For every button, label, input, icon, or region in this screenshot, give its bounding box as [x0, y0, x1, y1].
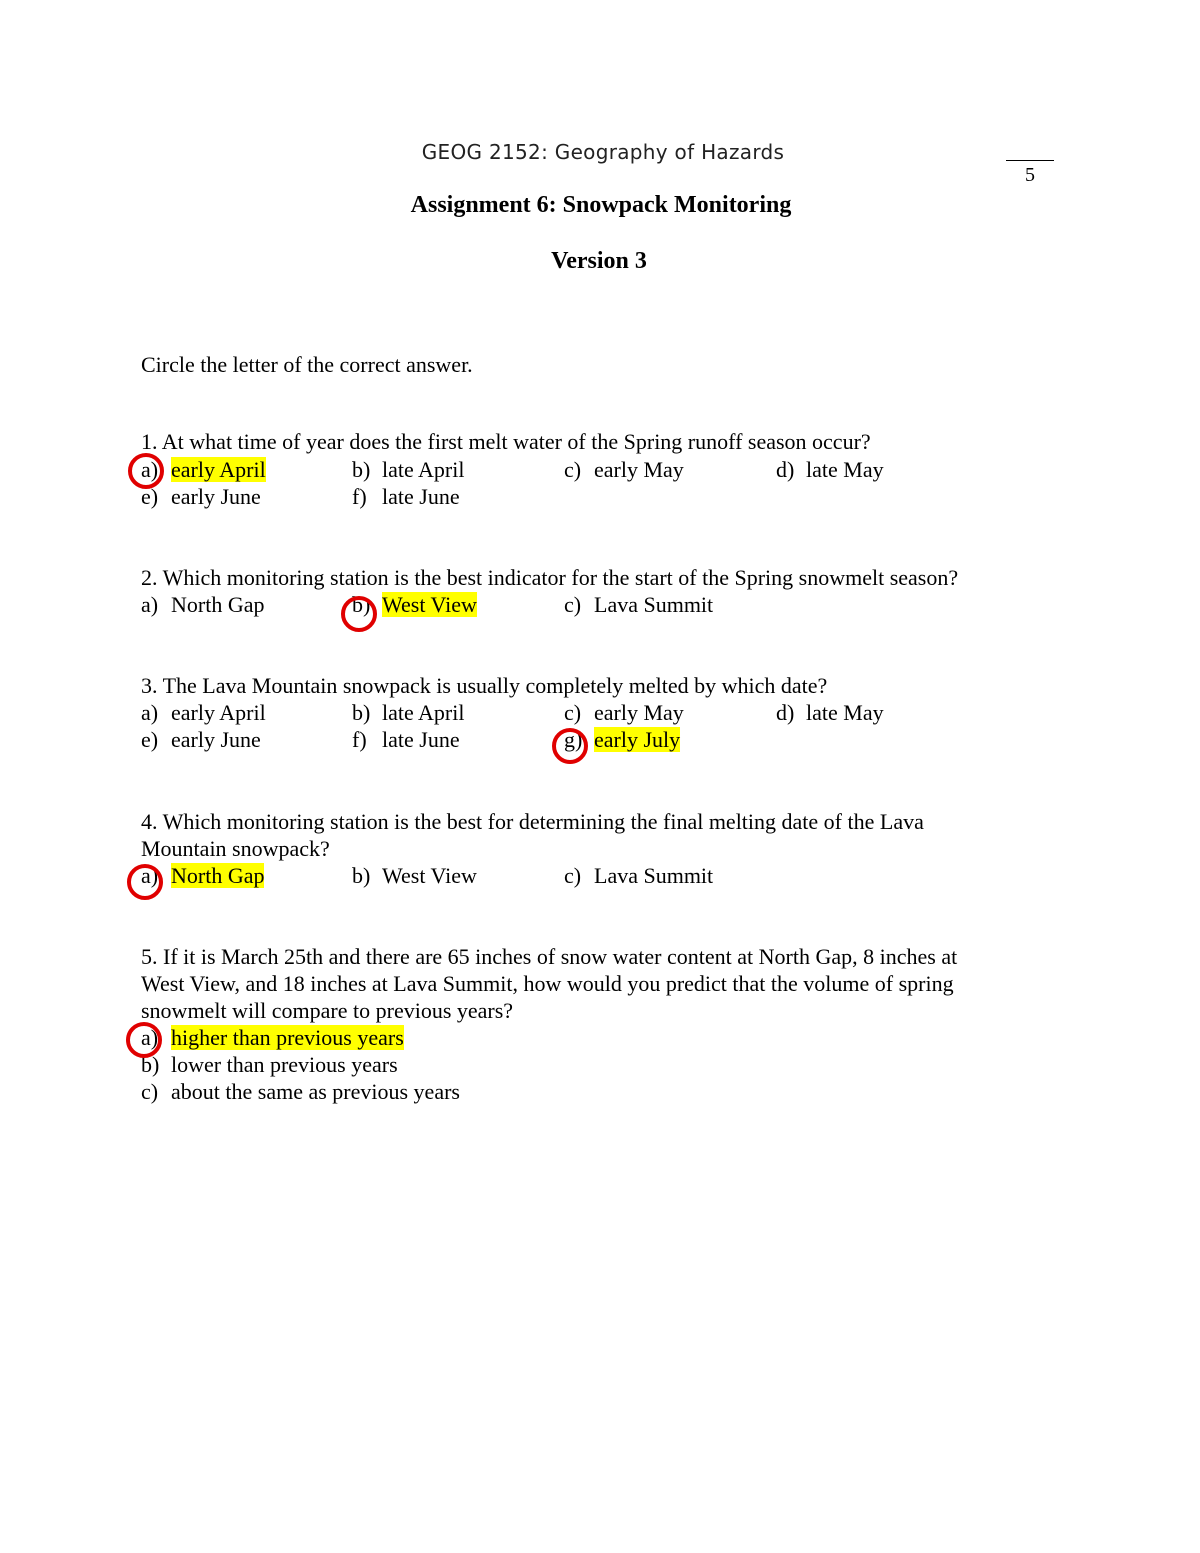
answer-circle — [341, 596, 377, 632]
option-text: early June — [171, 484, 261, 509]
q1-option-d[interactable] — [776, 457, 884, 483]
option-letter: c) — [564, 863, 582, 888]
option-text: Lava Summit — [594, 592, 714, 617]
option-letter: e) — [141, 484, 159, 509]
q1-option-b[interactable] — [352, 457, 464, 483]
option-text: late May — [806, 457, 884, 482]
option-text: North Gap — [171, 863, 265, 888]
option-text: Lava Summit — [594, 863, 714, 888]
answer-circle — [126, 1022, 162, 1058]
option-letter: c) — [564, 457, 582, 482]
q4-option-b[interactable] — [352, 863, 477, 889]
q5-option-b[interactable] — [141, 1052, 398, 1078]
option-letter: b) — [352, 592, 371, 617]
version-label: Version 3 — [551, 248, 647, 274]
q1-option-e[interactable] — [141, 484, 261, 510]
option-letter: c) — [564, 700, 582, 725]
question-1-text: 1. At what time of year does the first melt water of the Spring runoff season occur? — [141, 429, 871, 454]
question-5-text-line-2: West View, and 18 inches at Lava Summit, how would you predict that the volume of spring — [141, 971, 954, 996]
score-blank-line — [1006, 160, 1054, 161]
option-letter: d) — [776, 700, 795, 725]
question-5-text-line-3: snowmelt will compare to previous years? — [141, 998, 514, 1023]
option-letter: d) — [776, 457, 795, 482]
q5-option-c[interactable] — [141, 1079, 460, 1105]
option-letter: a) — [141, 457, 159, 482]
q3-option-d[interactable] — [776, 700, 884, 726]
option-text: early April — [171, 700, 266, 725]
question-2-text: 2. Which monitoring station is the best indicator for the start of the Spring snowmelt season? — [141, 565, 959, 590]
option-letter: f) — [352, 484, 367, 509]
course-title: GEOG 2152: Geography of Hazards — [421, 140, 785, 164]
instructions: Circle the letter of the correct answer. — [141, 352, 473, 377]
option-letter: c) — [564, 592, 582, 617]
question-3-text: 3. The Lava Mountain snowpack is usually completely melted by which date? — [141, 673, 828, 698]
q3-option-a[interactable] — [141, 700, 266, 726]
q3-option-b[interactable] — [352, 700, 464, 726]
q1-option-f[interactable] — [352, 484, 460, 510]
option-text: early May — [594, 700, 684, 725]
option-text: early April — [171, 457, 266, 482]
option-letter: a) — [141, 863, 159, 888]
option-text: West View — [382, 863, 477, 888]
q3-option-c[interactable] — [564, 700, 684, 726]
answer-circle — [127, 864, 163, 900]
option-text: early May — [594, 457, 684, 482]
score-value: 5 — [1025, 164, 1035, 186]
option-letter: a) — [141, 592, 159, 617]
option-text: late April — [382, 457, 465, 482]
q3-option-e[interactable] — [141, 727, 261, 753]
q2-option-c[interactable] — [564, 592, 713, 618]
option-letter: f) — [352, 727, 367, 752]
q2-option-a[interactable] — [141, 592, 264, 618]
answer-circle — [128, 453, 164, 489]
option-letter: g) — [564, 727, 583, 752]
question-5-text-line-1: 5. If it is March 25th and there are 65 inches of snow water content at North Gap, 8 inches at — [141, 944, 958, 969]
assignment-title: Assignment 6: Snowpack Monitoring — [410, 192, 792, 218]
option-letter: b) — [352, 457, 371, 482]
option-text: early June — [171, 727, 261, 752]
option-letter: e) — [141, 727, 159, 752]
option-text: late June — [382, 727, 460, 752]
q5-option-a[interactable] — [141, 1025, 404, 1051]
option-letter: b) — [141, 1052, 160, 1077]
answer-circle — [552, 728, 588, 764]
question-4-text-line-1: 4. Which monitoring station is the best for determining the final melting date of the Lava — [141, 809, 924, 834]
q3-option-f[interactable] — [352, 727, 460, 753]
question-4-text-line-2: Mountain snowpack? — [141, 836, 330, 861]
option-letter: a) — [141, 1025, 159, 1050]
option-text: late June — [382, 484, 460, 509]
option-letter: a) — [141, 700, 159, 725]
option-text: late April — [382, 700, 465, 725]
q1-option-c[interactable] — [564, 457, 684, 483]
option-text: North Gap — [171, 592, 265, 617]
option-text: lower than previous years — [171, 1052, 398, 1077]
option-letter: b) — [352, 700, 371, 725]
option-letter: c) — [141, 1079, 159, 1104]
option-letter: b) — [352, 863, 371, 888]
q4-option-c[interactable] — [564, 863, 713, 889]
option-text: about the same as previous years — [171, 1079, 460, 1104]
option-text: late May — [806, 700, 884, 725]
option-text: higher than previous years — [171, 1025, 404, 1050]
option-text: early July — [594, 727, 681, 752]
option-text: West View — [382, 592, 477, 617]
